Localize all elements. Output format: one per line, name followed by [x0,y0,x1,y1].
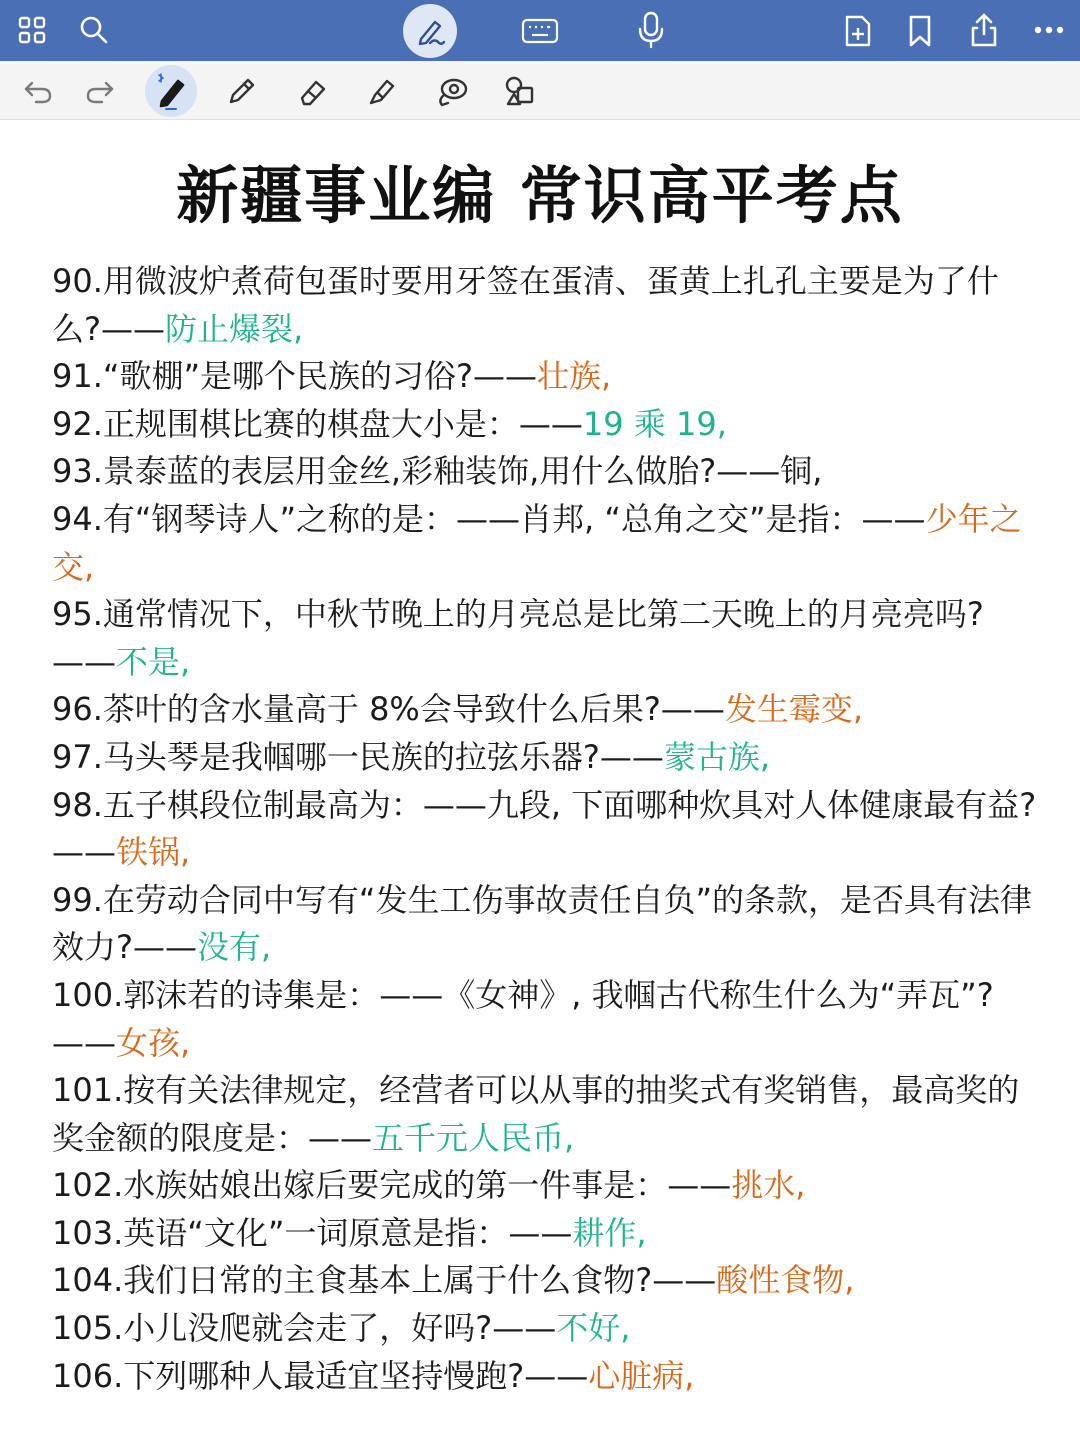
question-text: 99.在劳动合同中写有“发生工伤事故责任自负”的条款，是否具有法律效力?—— [52,880,1033,967]
list-item [52,1353,1042,1401]
question-text: 94.有“钢琴诗人”之称的是：——肖邦, “总角之交”是指：—— [52,499,926,538]
question-text: 93.景泰蓝的表层用金丝,彩釉装饰,用什么做胎?——铜, [52,452,823,491]
answer-text: 铁锅, [116,833,191,872]
list-item [52,1210,1042,1258]
page-title: 新疆事业编 常识高平考点 [176,159,904,232]
question-text: 102.水族姑娘出嫁后要完成的第一件事是：—— [52,1166,732,1205]
list-item [52,1257,1042,1305]
question-text: 90.用微波炉煮荷包蛋时要用牙签在蛋清、蛋黄上扎孔主要是为了什么?—— [52,262,999,348]
answer-text: 防止爆裂, [165,309,304,348]
list-item [52,353,1042,401]
question-list [52,258,1042,1400]
shapes-icon[interactable] [500,73,540,109]
redo-icon[interactable] [82,75,118,107]
answer-text: 没有, [197,928,272,967]
keyboard-icon[interactable] [520,14,560,48]
top-app-bar [0,0,1080,61]
lasso-icon[interactable] [432,73,472,109]
question-text: 95.通常情况下，中秋节晚上的月亮总是比第二天晚上的月亮亮吗?—— [52,595,984,681]
answer-text: 发生霉变, [724,690,864,729]
list-item [52,258,1042,353]
list-item [52,1305,1042,1353]
question-text: 103.英语“文化”一词原意是指：—— [52,1213,573,1252]
question-text: 104.我们日常的主食基本上属于什么食物?—— [52,1261,717,1300]
bluetooth-pen-icon[interactable] [145,65,197,117]
pen-mode-icon[interactable] [403,4,457,58]
add-page-icon[interactable] [840,12,876,50]
answer-text: 心脏病, [588,1356,695,1395]
list-item [52,496,1042,591]
answer-text: 少年之交, [52,499,1022,586]
answer-text: 女孩, [116,1023,191,1062]
highlighter-icon[interactable] [362,73,402,109]
list-item [52,1162,1042,1210]
drawing-toolbar [0,61,1080,120]
answer-text: 壮族, [537,357,612,396]
grid-icon[interactable] [14,12,50,48]
list-item [52,782,1042,877]
question-text: 106.下列哪种人最适宜坚持慢跑?—— [52,1356,589,1395]
question-text: 92.正规围棋比赛的棋盘大小是：—— [52,404,583,443]
answer-text: 酸性食物, [716,1261,855,1300]
answer-text: 不是, [116,642,191,681]
search-icon[interactable] [76,12,112,48]
list-item [52,877,1042,972]
more-icon[interactable] [1030,14,1068,46]
answer-text: 五千元人民币, [372,1118,575,1157]
question-text: 97.马头琴是我帼哪一民族的拉弦乐器?—— [52,737,664,776]
list-item [52,972,1042,1067]
answer-text: 不好, [556,1309,631,1348]
list-item [52,1067,1042,1162]
question-text: 91.“歌棚”是哪个民族的习俗?—— [52,357,538,396]
list-item [52,401,1042,449]
question-text: 100.郭沫若的诗集是：——《女神》, 我帼古代称生什么为“弄瓦”?—— [52,975,994,1062]
answer-text: 19 乘 19, [582,404,727,443]
list-item [52,734,1042,782]
answer-text: 耕作, [572,1213,647,1252]
bookmark-icon[interactable] [902,12,938,50]
list-item [52,448,1042,496]
undo-icon[interactable] [20,75,56,107]
list-item [52,591,1042,686]
share-icon[interactable] [964,10,1004,50]
list-item [52,686,1042,734]
question-text: 105.小儿没爬就会走了，好吗?—— [52,1309,557,1348]
microphone-icon[interactable] [633,10,669,50]
question-text: 98.五子棋段位制最高为：——九段, 下面哪种炊具对人体健康最有益?—— [52,785,1037,872]
answer-text: 挑水, [731,1166,806,1205]
pencil-icon[interactable] [222,73,262,109]
eraser-icon[interactable] [292,73,332,109]
answer-text: 蒙古族, [663,737,771,776]
question-text: 96.茶叶的含水量高于 8%会导致什么后果?—— [52,690,725,729]
question-text: 101.按有关法律规定，经营者可以从事的抽奖式有奖销售，最高奖的奖金额的限度是：—— [52,1071,1020,1157]
